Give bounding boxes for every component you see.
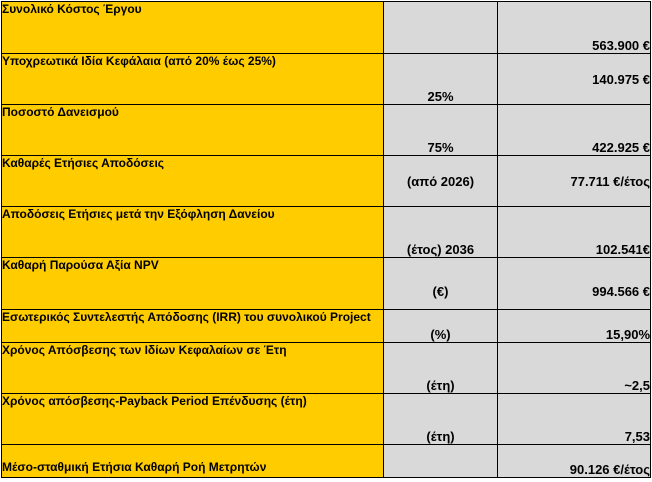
row-value[interactable]: 422.925 € [498,105,651,156]
table-row [2,105,651,156]
row-unit[interactable]: 75% [384,105,498,156]
table-row [2,394,651,445]
row-unit[interactable]: (έτη) [384,394,498,445]
row-unit[interactable]: 25% [384,54,498,105]
row-label[interactable]: Συνολικό Κόστος Έργου [2,2,384,54]
table-row [2,54,651,105]
row-unit[interactable]: (έτη) [384,343,498,394]
row-value[interactable]: 15,90% [498,310,651,343]
row-label[interactable]: Μέσο-σταθμική Ετήσια Καθαρή Ροή Μετρητών [2,445,384,478]
row-value[interactable]: ~2,5 [498,343,651,394]
financial-summary-table [1,1,651,478]
row-label[interactable]: Καθαρή Παρούσα Αξία NPV [2,258,384,310]
row-unit[interactable] [384,445,498,478]
row-unit[interactable]: (%) [384,310,498,343]
row-unit[interactable]: (έτος) 2036 [384,207,498,258]
row-value[interactable]: 7,53 [498,394,651,445]
row-value[interactable]: 563.900 € [498,2,651,54]
row-label[interactable]: Ποσοστό Δανεισμού [2,105,384,156]
row-label[interactable]: Χρόνος απόσβεσης-Payback Period Επένδυσης (έτη) [2,394,384,445]
table-row [2,445,651,478]
row-value[interactable]: 77.711 €/έτος [498,156,651,207]
table-row [2,156,651,207]
row-unit[interactable]: (€) [384,258,498,310]
row-value[interactable]: 90.126 €/έτος [498,445,651,478]
table-row [2,343,651,394]
row-label[interactable]: Εσωτερικός Συντελεστής Απόδοσης (IRR) του συνολικού Project [2,310,384,343]
row-value[interactable]: 140.975 € [498,54,651,105]
row-label[interactable]: Καθαρές Ετήσιες Αποδόσεις [2,156,384,207]
row-label[interactable]: Χρόνος Απόσβεσης των Ιδίων Κεφαλαίων σε Έτη [2,343,384,394]
row-label[interactable]: Υποχρεωτικά Ιδία Κεφάλαια (από 20% έως 25%) [2,54,384,105]
row-label[interactable]: Αποδόσεις Ετήσιες μετά την Εξόφληση Δανείου [2,207,384,258]
row-unit[interactable] [384,2,498,54]
row-unit[interactable]: (από 2026) [384,156,498,207]
table-row [2,2,651,54]
table-row [2,310,651,343]
row-value[interactable]: 994.566 € [498,258,651,310]
row-value[interactable]: 102.541€ [498,207,651,258]
table-row [2,207,651,258]
table-row [2,258,651,310]
